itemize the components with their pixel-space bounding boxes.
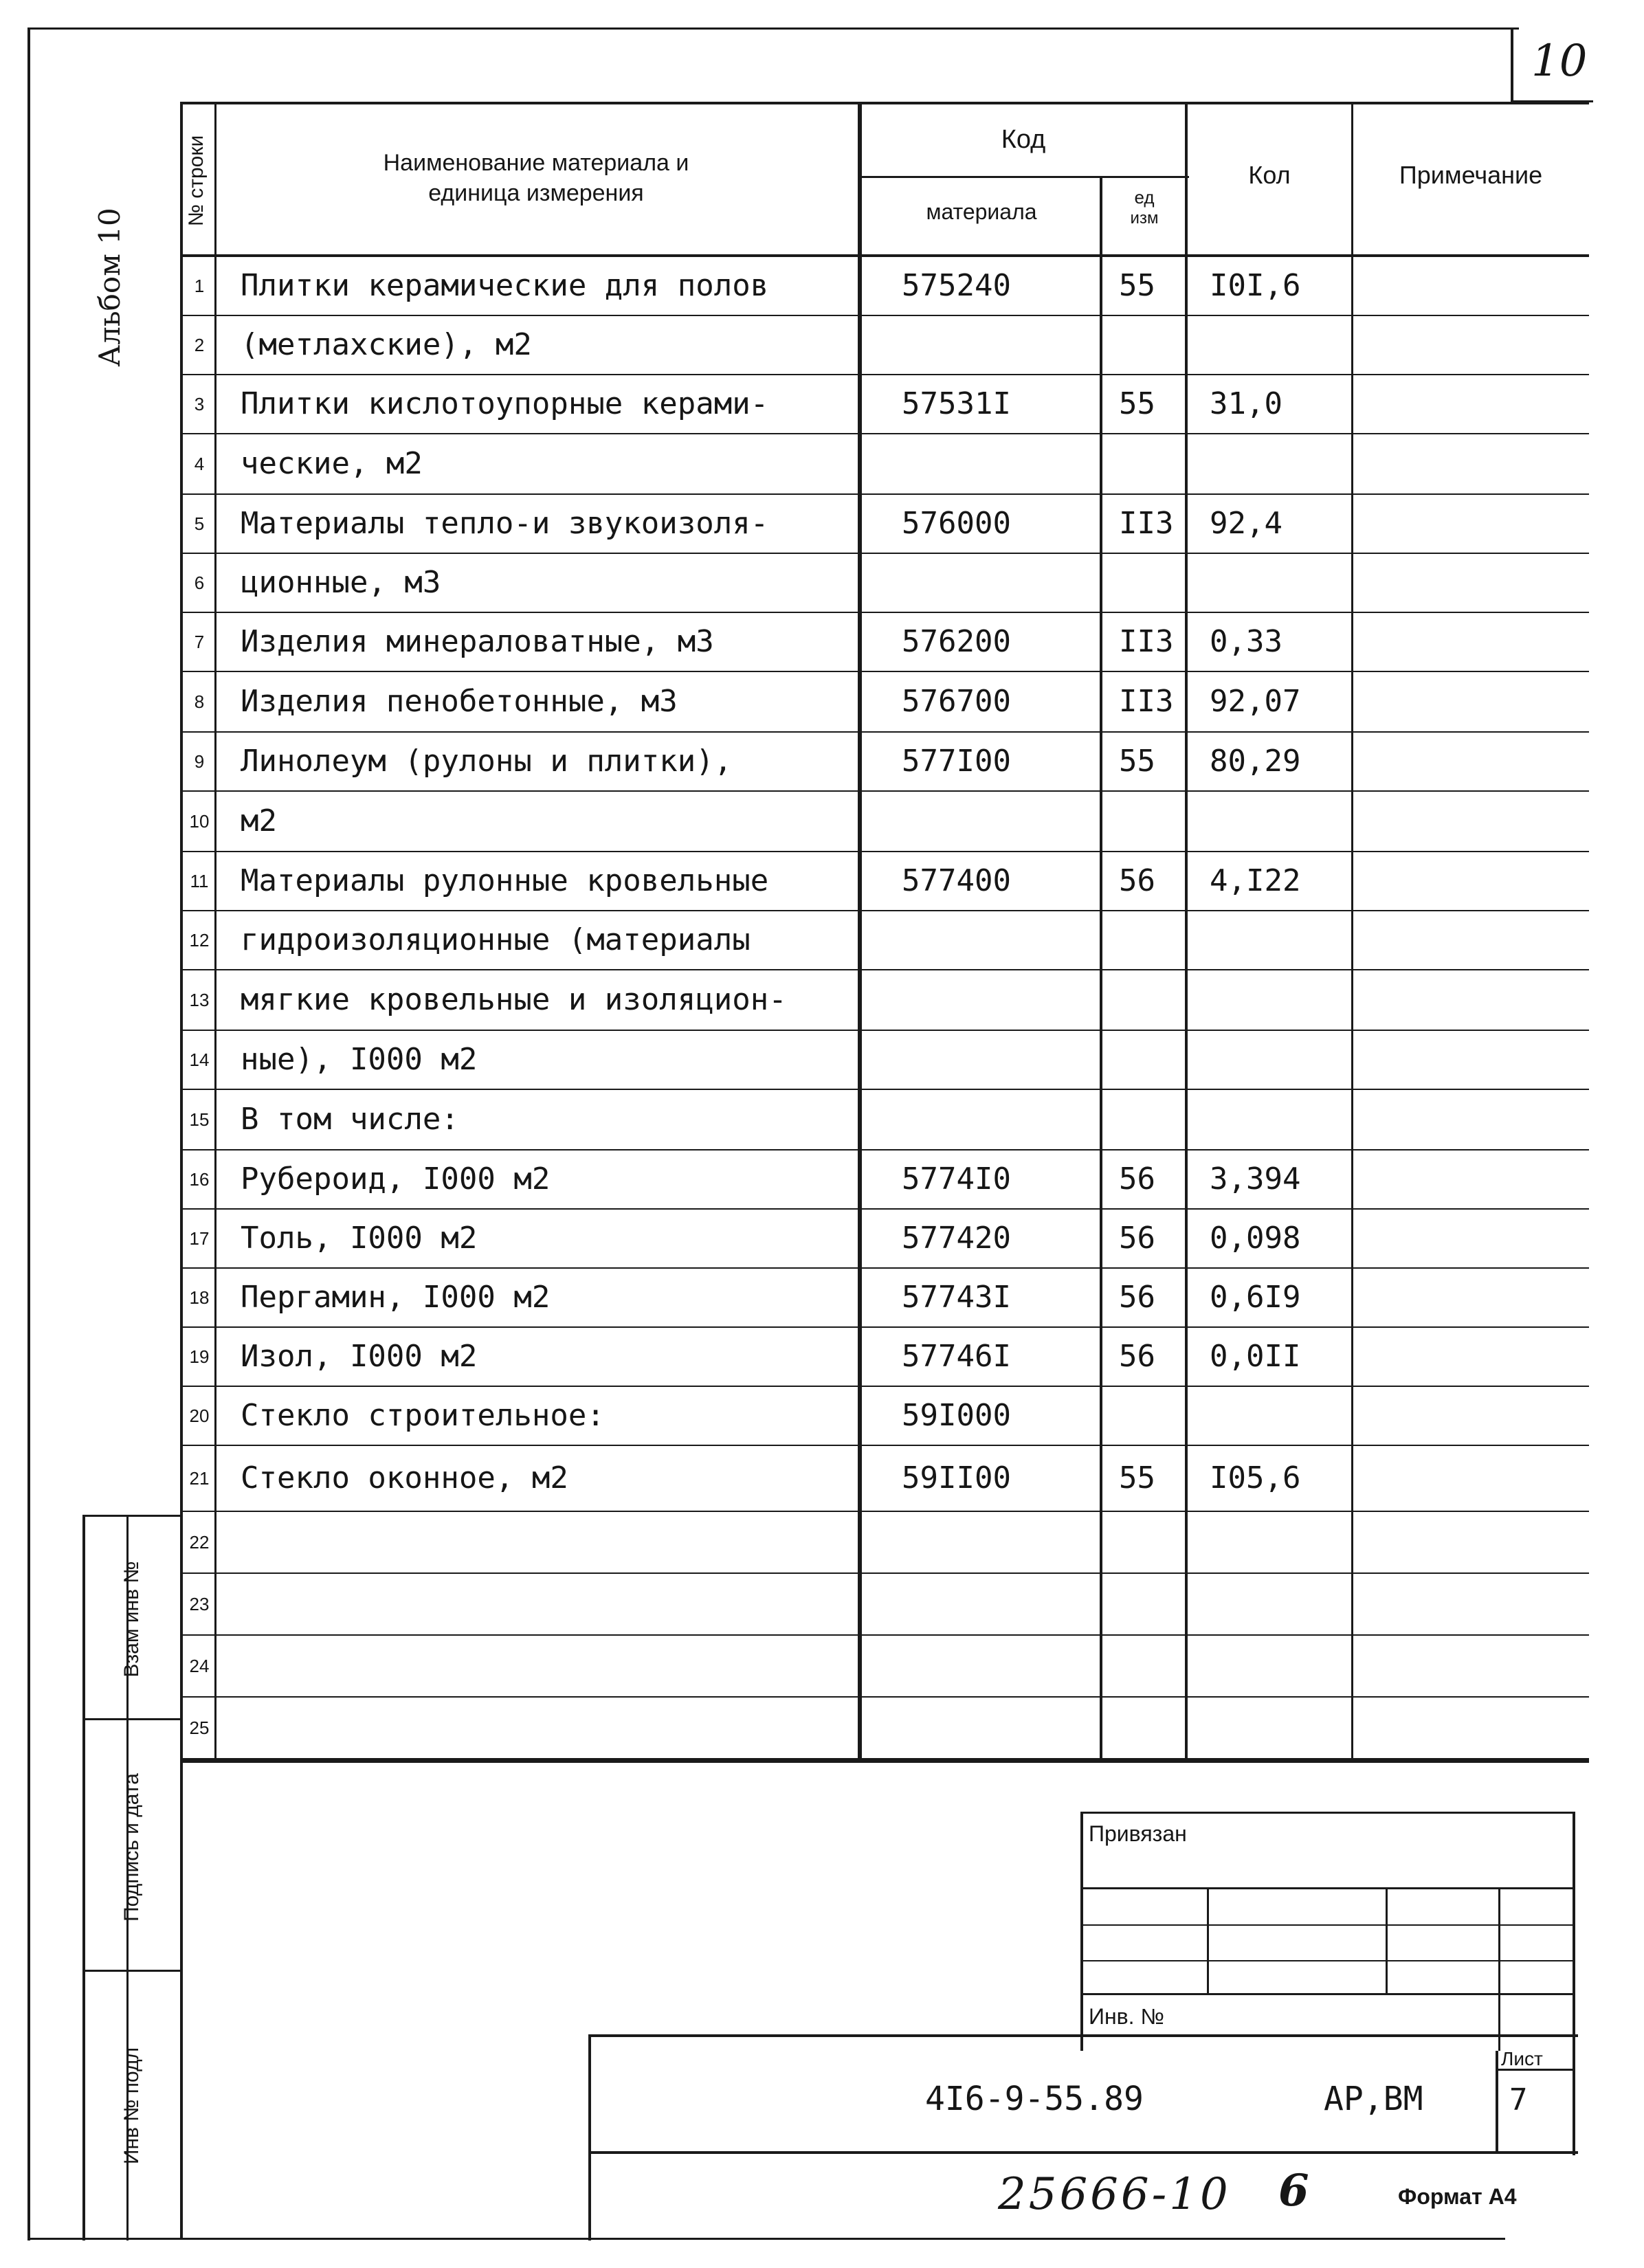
material-name: Материалы рулонные кровельные: [241, 863, 769, 898]
material-code: 576700: [902, 684, 1011, 719]
side-stamp-outer-left: [82, 1515, 85, 2241]
quantity: 3,394: [1210, 1161, 1301, 1197]
sheet-column-left: [1496, 2051, 1498, 2154]
unit-code: 55: [1119, 386, 1155, 421]
header-name-line1: Наименование материала и: [383, 150, 689, 176]
material-name: Рубероид, I000 м2: [241, 1161, 551, 1197]
row-number: 8: [194, 691, 205, 712]
material-name: Пергамин, I000 м2: [241, 1280, 551, 1315]
row-number: 17: [189, 1228, 210, 1249]
material-code: 576200: [902, 624, 1011, 659]
material-name: м2: [241, 803, 277, 838]
quantity: 0,0II: [1210, 1339, 1301, 1374]
table-row: [180, 1269, 1589, 1328]
side-stamp-sep2: [82, 1970, 183, 1972]
unit-code: 56: [1119, 1339, 1155, 1374]
unit-code: 55: [1119, 268, 1155, 303]
table-row: [180, 1387, 1589, 1446]
album-label: Альбом 10: [93, 208, 126, 367]
quantity: I05,6: [1210, 1460, 1301, 1496]
unit-code: 56: [1119, 1280, 1155, 1315]
material-code: 575240: [902, 268, 1011, 303]
material-name: ные), I000 м2: [241, 1042, 478, 1077]
row-number: 18: [189, 1287, 210, 1308]
table-row: [180, 1574, 1589, 1636]
table-row: [180, 970, 1589, 1031]
unit-code: 55: [1119, 1460, 1155, 1496]
doc-code: 4I6-9-55.89: [925, 2080, 1144, 2118]
table-top: [180, 102, 1589, 104]
frame-top: [27, 27, 1519, 30]
quantity: 92,4: [1210, 506, 1282, 541]
table-row: [180, 257, 1589, 316]
side-stamp-sep1: [82, 1718, 183, 1720]
row-number: 24: [189, 1656, 210, 1676]
material-name: (метлахские), м2: [241, 327, 532, 362]
quantity: 4,I22: [1210, 863, 1301, 898]
row-number: 19: [189, 1346, 210, 1367]
row-number: 23: [189, 1594, 210, 1614]
table-row: [180, 613, 1589, 672]
footer-handwritten-sheet: 6: [1278, 2165, 1309, 2216]
unit-code: II3: [1119, 684, 1174, 719]
inv-no-label: Инв. №: [1089, 2004, 1164, 2029]
frame-left: [27, 27, 30, 2241]
row-number: 22: [189, 1532, 210, 1553]
table-row: [180, 1446, 1589, 1512]
material-code: 57531I: [902, 386, 1011, 421]
row-number: 25: [189, 1717, 210, 1738]
footer-handwritten-number: 25666-10: [998, 2169, 1231, 2220]
side-stamp-top: [82, 1515, 183, 1517]
material-name: Изделия пенобетонные, м3: [241, 684, 678, 719]
quantity: 0,098: [1210, 1221, 1301, 1256]
material-name: гидроизоляционные (материалы: [241, 922, 751, 957]
row-number: 1: [194, 276, 205, 296]
table-row: [180, 1328, 1589, 1387]
privyazan-col2: [1386, 1887, 1388, 1994]
material-name: ционные, м3: [241, 565, 441, 600]
row-number: 13: [189, 990, 210, 1010]
table-row: [180, 375, 1589, 434]
row-number: 21: [189, 1468, 210, 1489]
material-code: 5774I0: [902, 1161, 1011, 1197]
table-row: [180, 1698, 1589, 1759]
unit-code: II3: [1119, 624, 1174, 659]
privyazan-left: [1080, 1812, 1083, 2051]
title-block-left: [588, 2034, 591, 2241]
table-row: [180, 495, 1589, 554]
header-code: Код: [1001, 125, 1046, 154]
table-row: [180, 733, 1589, 792]
table-row: [180, 852, 1589, 911]
header-name-line2: единица измерения: [428, 180, 644, 206]
quantity: 0,33: [1210, 624, 1282, 659]
code-subheader-line: [859, 176, 1189, 178]
sheet-number: 7: [1509, 2082, 1528, 2117]
unit-code: 56: [1119, 1161, 1155, 1197]
header-qty: Кол: [1248, 161, 1291, 189]
table-row: [180, 316, 1589, 375]
row-number: 16: [189, 1169, 210, 1190]
privyazan-label: Привязан: [1089, 1821, 1187, 1846]
row-number: 5: [194, 513, 205, 534]
row-number: 10: [189, 811, 210, 832]
table-row: [180, 1210, 1589, 1269]
row-number: 15: [189, 1109, 210, 1130]
sheet-label: Лист: [1501, 2048, 1543, 2069]
material-name: Толь, I000 м2: [241, 1221, 478, 1256]
unit-code: II3: [1119, 506, 1174, 541]
quantity: 31,0: [1210, 386, 1282, 421]
row-number: 9: [194, 751, 205, 772]
row-number: 7: [194, 632, 205, 652]
header-note: Примечание: [1399, 161, 1543, 189]
material-name: В том числе:: [241, 1102, 459, 1137]
header-row-number: № строки: [185, 135, 208, 227]
material-code: 577420: [902, 1221, 1011, 1256]
side-stamp-signature-date: Подпись и дата: [120, 1773, 143, 1922]
material-code: 57746I: [902, 1339, 1011, 1374]
row-number: 11: [190, 871, 209, 891]
quantity: 80,29: [1210, 744, 1301, 779]
table-bottom: [180, 1759, 1589, 1763]
header-material-code: материала: [926, 199, 1037, 224]
table-row: [180, 1636, 1589, 1698]
material-code: 576000: [902, 506, 1011, 541]
material-name: Стекло оконное, м2: [241, 1460, 568, 1496]
row-separator: [180, 1758, 1589, 1759]
section-code: АР,ВМ: [1324, 2080, 1423, 2118]
row-number: 14: [189, 1049, 210, 1070]
material-name: Изол, I000 м2: [241, 1339, 478, 1374]
privyazan-col3: [1498, 1887, 1500, 2051]
unit-code: 56: [1119, 1221, 1155, 1256]
page-number-box-left: [1511, 27, 1513, 102]
material-code: 577I00: [902, 744, 1011, 779]
row-number: 6: [194, 572, 205, 593]
table-row: [180, 672, 1589, 733]
table-row: [180, 434, 1589, 495]
material-code: 577400: [902, 863, 1011, 898]
material-name: ческие, м2: [241, 446, 423, 481]
material-name: мягкие кровельные и изоляцион-: [241, 982, 787, 1017]
header-unit-code-line1: ед: [1134, 187, 1155, 208]
title-block-top: [588, 2034, 1578, 2037]
format-label: Формат А4: [1398, 2184, 1517, 2209]
row-number: 12: [189, 930, 210, 950]
title-block-right: [1573, 1812, 1575, 2155]
material-code: 59II00: [902, 1460, 1011, 1496]
material-name: Плитки керамические для полов: [241, 268, 769, 303]
header-unit-code-line2: изм: [1130, 209, 1159, 227]
quantity: I0I,6: [1210, 268, 1301, 303]
side-stamp-zam-inv: Взам инв №: [120, 1561, 143, 1678]
quantity: 92,07: [1210, 684, 1301, 719]
row-number: 2: [194, 335, 205, 355]
quantity: 0,6I9: [1210, 1280, 1301, 1315]
unit-code: 56: [1119, 863, 1155, 898]
row-number: 20: [189, 1405, 210, 1426]
table-row: [180, 1150, 1589, 1210]
privyazan-col1: [1207, 1887, 1209, 1994]
row-number: 3: [194, 394, 205, 414]
material-name: Плитки кислотоупорные керами-: [241, 386, 769, 421]
title-block-bottom: [588, 2151, 1578, 2154]
table-row: [180, 1090, 1589, 1150]
material-name: Изделия минераловатные, м3: [241, 624, 714, 659]
row-number: 4: [194, 454, 205, 474]
table-row: [180, 792, 1589, 852]
page-number-handwritten: 10: [1531, 36, 1588, 87]
table-row: [180, 911, 1589, 970]
material-code: 57743I: [902, 1280, 1011, 1315]
frame-bottom: [27, 2238, 1505, 2240]
material-name: Линолеум (рулоны и плитки),: [241, 744, 733, 779]
side-stamp-inv-podl: Инв № подл: [120, 2047, 143, 2165]
table-row: [180, 554, 1589, 613]
material-name: Материалы тепло-и звукоизоля-: [241, 506, 769, 541]
privyazan-top: [1080, 1812, 1574, 1814]
material-name: Стекло строительное:: [241, 1398, 605, 1433]
material-code: 59I000: [902, 1398, 1011, 1433]
table-row: [180, 1031, 1589, 1090]
table-row: [180, 1512, 1589, 1574]
unit-code: 55: [1119, 744, 1155, 779]
